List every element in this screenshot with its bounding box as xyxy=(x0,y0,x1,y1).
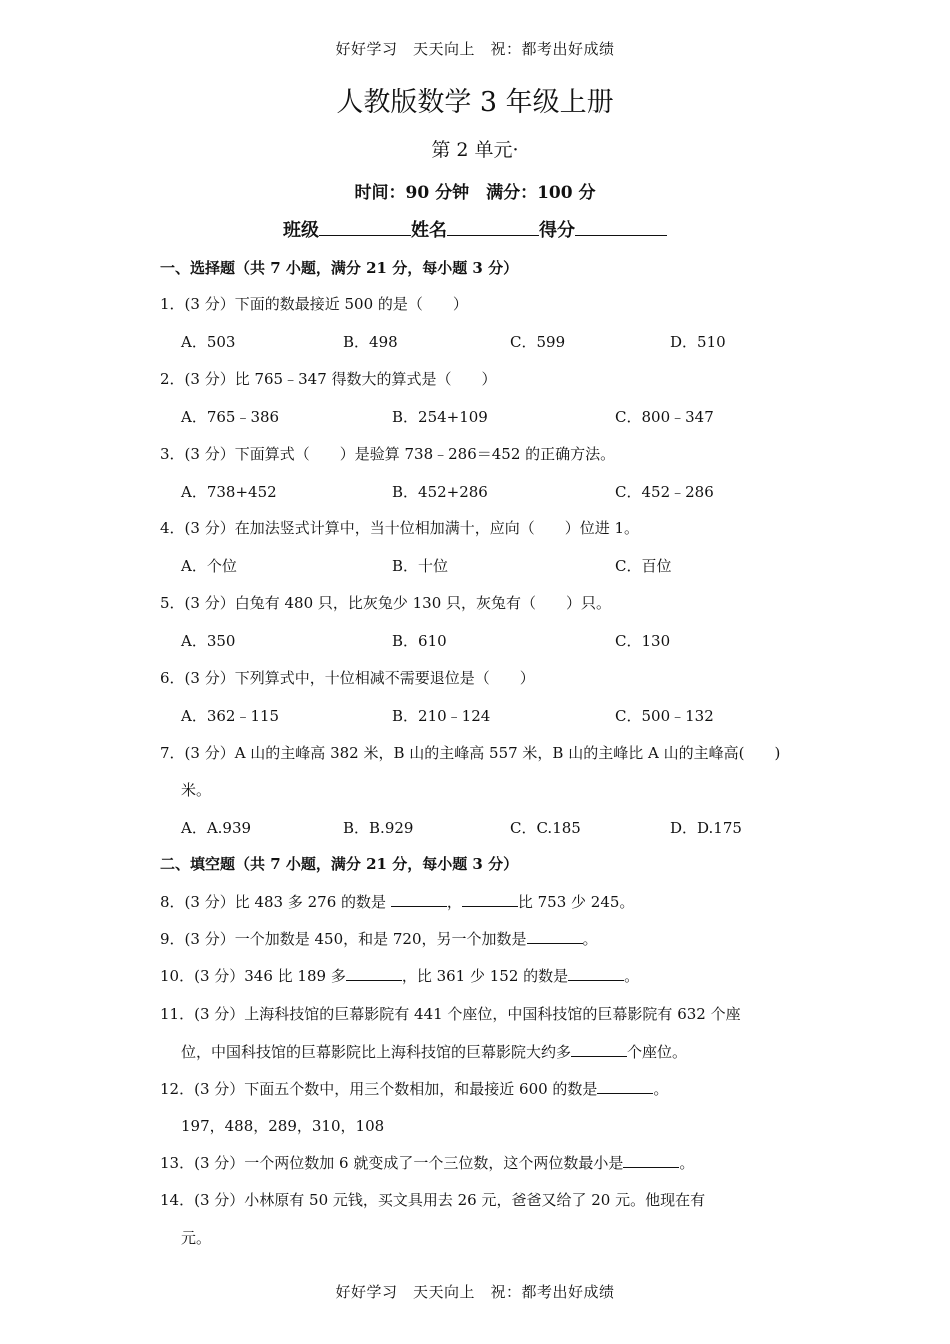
q10-text-b: ，比 361 少 152 的数是 xyxy=(401,967,569,985)
q13-blank[interactable] xyxy=(623,1153,679,1168)
question-14: 14．(3 分）小林原有 50 元钱，买文具用去 26 元，爸爸又给了 20 元。他现在有 xyxy=(160,1191,706,1209)
q12-text-b: 。 xyxy=(653,1080,669,1098)
q4-option-c[interactable]: C．百位 xyxy=(615,557,672,575)
q7-option-d[interactable]: D．D.175 xyxy=(670,819,742,837)
question-2: 2．(3 分）比 765﹣347 得数大的算式是（ ） xyxy=(160,370,497,388)
q12-number-list: 197，488，289，310，108 xyxy=(181,1117,385,1135)
q10-blank-1[interactable] xyxy=(346,966,402,981)
q9-text-a: 9．(3 分）一个加数是 450，和是 720，另一个加数是 xyxy=(160,930,527,948)
q2-option-a[interactable]: A．765﹣386 xyxy=(181,408,280,426)
section-heading-fill: 二、填空题（共 7 小题，满分 21 分，每小题 3 分） xyxy=(160,855,519,873)
q2-option-b[interactable]: B．254+109 xyxy=(392,408,488,426)
page-footer: 好好学习 天天向上 祝：都考出好成绩 xyxy=(335,1283,615,1301)
question-11-continued xyxy=(181,1041,687,1062)
q4-option-a[interactable]: A．个位 xyxy=(181,557,237,575)
question-11: 11．(3 分）上海科技馆的巨幕影院有 441 个座位，中国科技馆的巨幕影院有 632 个座 xyxy=(160,1005,741,1023)
question-4: 4．(3 分）在加法竖式计算中，当十位相加满十，应向（ ）位进 1。 xyxy=(160,519,640,537)
q8-blank-2[interactable] xyxy=(462,892,518,907)
name-blank[interactable] xyxy=(447,218,539,236)
q11-blank[interactable] xyxy=(571,1042,627,1057)
question-14-continued: 元。 xyxy=(181,1229,212,1247)
q1-option-c[interactable]: C．599 xyxy=(510,333,566,351)
page-title: 人教版数学 3 年级上册 xyxy=(336,87,614,118)
q3-option-a[interactable]: A．738+452 xyxy=(181,483,277,501)
q10-blank-2[interactable] xyxy=(568,966,624,981)
q3-option-c[interactable]: C．452﹣286 xyxy=(615,483,714,501)
student-info-line xyxy=(0,216,950,242)
q12-text-a: 12．(3 分）下面五个数中，用三个数相加，和最接近 600 的数是 xyxy=(160,1080,598,1098)
question-7-continued: 米。 xyxy=(181,781,212,799)
q11-text-c: 个座位。 xyxy=(627,1043,688,1061)
question-5: 5．(3 分）白兔有 480 只，比灰兔少 130 只，灰兔有（ ）只。 xyxy=(160,594,612,612)
q7-option-c[interactable]: C．C.185 xyxy=(510,819,581,837)
q6-option-b[interactable]: B．210﹣124 xyxy=(392,707,491,725)
q9-text-b: 。 xyxy=(582,930,598,948)
question-6: 6．(3 分）下列算式中，十位相减不需要退位是（ ） xyxy=(160,669,535,687)
question-8 xyxy=(160,891,634,912)
q13-text-b: 。 xyxy=(679,1154,695,1172)
class-label: 班级 xyxy=(283,220,319,241)
question-13 xyxy=(160,1152,694,1173)
class-blank[interactable] xyxy=(319,218,411,236)
q1-option-d[interactable]: D．510 xyxy=(670,333,726,351)
question-7: 7．(3 分）A 山的主峰高 382 米，B 山的主峰高 557 米，B 山的主峰比 A 山的主峰高( ) xyxy=(160,744,781,762)
q11-text-b: 位，中国科技馆的巨幕影院比上海科技馆的巨幕影院大约多 xyxy=(181,1043,572,1061)
q7-option-b[interactable]: B．B.929 xyxy=(343,819,414,837)
q10-text-a: 10．(3 分）346 比 189 多 xyxy=(160,967,346,985)
q6-option-c[interactable]: C．500﹣132 xyxy=(615,707,714,725)
question-10 xyxy=(160,965,639,986)
question-12 xyxy=(160,1078,668,1099)
time-score-line: 时间：90 分钟 满分：100 分 xyxy=(354,183,596,203)
q8-text-c: 比 753 少 245。 xyxy=(517,893,635,911)
q7-option-a[interactable]: A．A.939 xyxy=(181,819,252,837)
q12-blank[interactable] xyxy=(597,1079,653,1094)
name-label: 姓名 xyxy=(411,220,447,241)
q1-option-a[interactable]: A．503 xyxy=(181,333,236,351)
q8-text-b: ， xyxy=(446,893,462,911)
q4-option-b[interactable]: B．十位 xyxy=(392,557,449,575)
score-blank[interactable] xyxy=(575,218,667,236)
question-9 xyxy=(160,928,598,949)
q9-blank[interactable] xyxy=(527,929,583,944)
q2-option-c[interactable]: C．800﹣347 xyxy=(615,408,714,426)
q8-blank-1[interactable] xyxy=(391,892,447,907)
unit-title: 第 2 单元· xyxy=(431,139,519,161)
q10-text-c: 。 xyxy=(624,967,640,985)
page-header: 好好学习 天天向上 祝：都考出好成绩 xyxy=(335,40,615,58)
q13-text-a: 13．(3 分）一个两位数加 6 就变成了一个三位数，这个两位数最小是 xyxy=(160,1154,624,1172)
section-heading-choice: 一、选择题（共 7 小题，满分 21 分，每小题 3 分） xyxy=(160,259,519,277)
question-3: 3．(3 分）下面算式（ ）是验算 738﹣286＝452 的正确方法。 xyxy=(160,445,616,463)
q5-option-b[interactable]: B．610 xyxy=(392,632,447,650)
q1-option-b[interactable]: B．498 xyxy=(343,333,398,351)
q8-text-a: 8．(3 分）比 483 多 276 的数是 xyxy=(160,893,387,911)
score-label: 得分 xyxy=(539,220,575,241)
q5-option-c[interactable]: C．130 xyxy=(615,632,671,650)
q5-option-a[interactable]: A．350 xyxy=(181,632,236,650)
q6-option-a[interactable]: A．362﹣115 xyxy=(181,707,280,725)
q3-option-b[interactable]: B．452+286 xyxy=(392,483,488,501)
question-1: 1．(3 分）下面的数最接近 500 的是（ ） xyxy=(160,295,468,313)
